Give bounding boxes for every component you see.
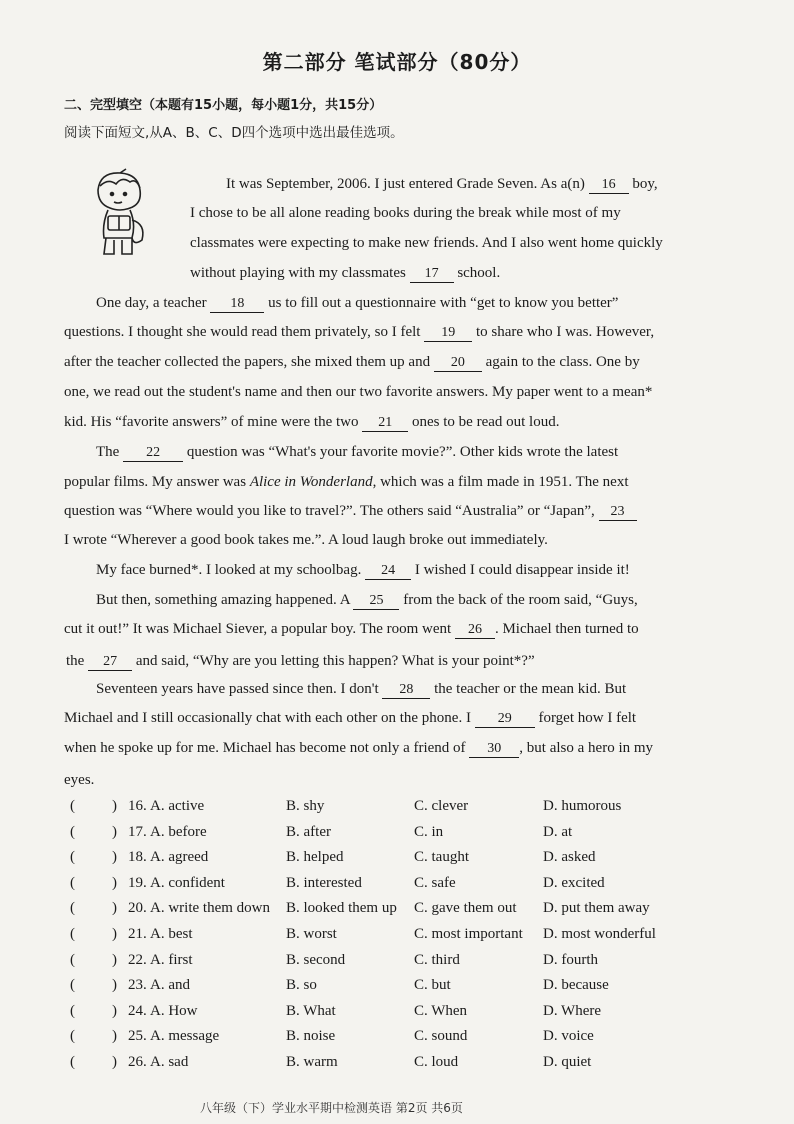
question-number: 24. xyxy=(128,1002,147,1019)
option-d[interactable]: D. at xyxy=(543,823,573,840)
blank-30[interactable]: 30 xyxy=(469,741,519,758)
answer-paren-close: ) xyxy=(112,1028,117,1045)
answer-paren-open: ( xyxy=(70,926,75,942)
passage-line-4: without playing with my classmates 17 school. xyxy=(190,265,501,281)
option-a[interactable]: A. agreed xyxy=(150,849,209,866)
movie-title: Alice in Wonderland xyxy=(249,474,373,490)
question-row xyxy=(64,952,744,974)
option-d[interactable]: D. voice xyxy=(543,1028,594,1045)
part-title: 第二部分 笔试部分（80分） xyxy=(262,50,532,74)
blank-26[interactable]: 26 xyxy=(455,622,495,639)
blank-29[interactable]: 29 xyxy=(475,711,535,728)
boy-reading-illustration xyxy=(86,168,154,260)
question-row xyxy=(64,1054,744,1076)
option-d[interactable]: D. excited xyxy=(543,874,605,891)
passage-line-10: The 22 question was “What's your favorite movie?”. Other kids wrote the latest xyxy=(96,444,619,460)
option-b[interactable]: B. What xyxy=(286,1002,336,1019)
option-c[interactable]: C. sound xyxy=(414,1028,468,1045)
answer-paren-open: ( xyxy=(70,951,75,968)
option-c[interactable]: C. but xyxy=(414,977,451,994)
option-a[interactable]: A. confident xyxy=(150,874,225,891)
option-d[interactable]: D. put them away xyxy=(543,900,650,917)
instruction-text: 阅读下面短文,从A、B、C、D四个选项中选出最佳选项。 xyxy=(64,125,404,141)
question-row xyxy=(64,1003,744,1025)
option-c[interactable]: C. gave them out xyxy=(414,900,517,917)
question-number: 26. xyxy=(128,1054,147,1070)
question-number: 20. xyxy=(128,900,147,917)
question-number: 25. xyxy=(128,1028,147,1045)
option-c[interactable]: C. clever xyxy=(414,798,469,814)
question-number: 21. xyxy=(128,926,147,942)
answer-paren-open: ( xyxy=(70,849,75,866)
blank-17[interactable]: 17 xyxy=(410,266,454,283)
answer-paren-close: ) xyxy=(112,951,117,968)
option-b[interactable]: B. so xyxy=(286,977,317,994)
section-heading: 二、完型填空（本题有15小题，每小题1分，共15分） xyxy=(64,98,383,113)
question-number: 18. xyxy=(128,849,147,866)
passage-line-19: Michael and I still occasionally chat with each other on the phone. I 29 forget how I felt xyxy=(64,710,637,726)
blank-18[interactable]: 18 xyxy=(210,296,264,313)
option-a[interactable]: A. and xyxy=(150,977,190,994)
blank-28[interactable]: 28 xyxy=(382,682,430,699)
blank-19[interactable]: 19 xyxy=(424,325,472,342)
option-d[interactable]: D. asked xyxy=(543,849,596,866)
passage-line-20: when he spoke up for me. Michael has become not only a friend of 30 , but also a hero in my xyxy=(64,740,654,756)
option-c[interactable]: C. in xyxy=(414,823,444,840)
answer-paren-close: ) xyxy=(112,926,117,942)
option-a[interactable]: A. sad xyxy=(150,1054,189,1070)
question-number: 22. xyxy=(128,951,147,968)
blank-27[interactable]: 27 xyxy=(88,654,132,671)
option-d[interactable]: D. Where xyxy=(543,1002,602,1019)
question-number: 16. xyxy=(128,798,147,814)
question-row xyxy=(64,900,744,922)
answer-paren-close: ) xyxy=(112,849,117,866)
option-b[interactable]: B. worst xyxy=(286,926,337,942)
option-a[interactable]: A. best xyxy=(150,926,193,942)
option-b[interactable]: B. second xyxy=(286,951,346,968)
option-b[interactable]: B. noise xyxy=(286,1028,336,1045)
blank-22[interactable]: 22 xyxy=(123,445,183,462)
question-row xyxy=(64,977,744,999)
blank-16[interactable]: 16 xyxy=(589,177,629,194)
answer-paren-close: ) xyxy=(112,798,117,814)
option-b[interactable]: B. helped xyxy=(286,849,344,866)
passage-line-2: I chose to be all alone reading books during the break while most of my xyxy=(190,205,621,221)
answer-paren-close: ) xyxy=(112,1002,117,1019)
question-number: 17. xyxy=(128,823,147,840)
option-c[interactable]: C. safe xyxy=(414,874,456,891)
page-footer: 八年级（下）学业水平期中检测英语 第2页 共6页 xyxy=(200,1101,463,1115)
passage-line-18: Seventeen years have passed since then. I don't 28 the teacher or the mean kid. But xyxy=(96,681,627,697)
option-b[interactable]: B. warm xyxy=(286,1054,338,1070)
question-row xyxy=(64,849,744,871)
passage-line-9: kid. His “favorite answers” of mine were the two 21 ones to be read out loud. xyxy=(64,414,560,430)
option-c[interactable]: C. loud xyxy=(414,1054,459,1070)
blank-23[interactable]: 23 xyxy=(599,504,637,521)
question-row xyxy=(64,1028,744,1050)
question-row xyxy=(64,824,744,846)
passage-line-3: classmates were expecting to make new friends. And I also went home quickly xyxy=(190,235,663,251)
option-c[interactable]: C. third xyxy=(414,951,460,968)
answer-paren-close: ) xyxy=(112,823,117,840)
option-d[interactable]: D. fourth xyxy=(543,951,598,968)
answer-paren-close: ) xyxy=(112,1054,117,1070)
option-a[interactable]: A. write them down xyxy=(150,900,270,917)
blank-20[interactable]: 20 xyxy=(434,355,482,372)
blank-21[interactable]: 21 xyxy=(362,415,408,432)
question-number: 23. xyxy=(128,977,147,994)
answer-paren-open: ( xyxy=(70,900,75,917)
answer-paren-close: ) xyxy=(112,977,117,994)
answer-paren-close: ) xyxy=(112,874,117,891)
option-c[interactable]: C. When xyxy=(414,1002,468,1019)
option-b[interactable]: B. interested xyxy=(286,874,362,891)
answer-paren-open: ( xyxy=(70,1002,75,1019)
passage-line-8: one, we read out the student's name and then our two favorite answers. My paper went to a mean* xyxy=(64,384,653,400)
passage-line-7: after the teacher collected the papers, she mixed them up and 20 again to the class. One by xyxy=(64,354,640,370)
blank-25[interactable]: 25 xyxy=(353,593,399,610)
option-a[interactable]: A. message xyxy=(150,1028,220,1045)
option-a[interactable]: A. active xyxy=(150,798,205,814)
passage-line-21: eyes. xyxy=(64,772,95,788)
passage-line-16: cut it out!” It was Michael Siever, a popular boy. The room went 26 . Michael then turned to xyxy=(64,621,639,637)
answer-paren-close: ) xyxy=(112,900,117,917)
option-d[interactable]: D. humorous xyxy=(543,798,622,814)
passage-line-13: I wrote “Wherever a good book takes me.”. A loud laugh broke out immediately. xyxy=(64,532,548,548)
passage-line-17: the 27 and said, “Why are you letting this happen? What is your point*?” xyxy=(66,653,535,669)
option-b[interactable]: B. after xyxy=(286,823,331,840)
question-row xyxy=(64,875,744,897)
answer-paren-open: ( xyxy=(70,977,75,994)
passage-line-15: But then, something amazing happened. A 25 from the back of the room said, “Guys, xyxy=(96,592,638,608)
option-b[interactable]: B. looked them up xyxy=(286,900,397,917)
option-a[interactable]: A. first xyxy=(150,951,193,968)
option-d[interactable]: D. most wonderful xyxy=(543,926,656,942)
answer-paren-open: ( xyxy=(70,1054,75,1070)
passage-line-6: questions. I thought she would read them privately, so I felt 19 to share who I was. However, xyxy=(64,324,655,340)
question-row xyxy=(64,798,744,820)
question-row xyxy=(64,926,744,948)
passage-line-5: One day, a teacher 18 us to fill out a questionnaire with “get to know you better” xyxy=(96,295,619,311)
answer-paren-open: ( xyxy=(70,874,75,891)
passage-line-11: popular films. My answer was Alice in Wonderland, which was a film made in 1951. The next xyxy=(64,474,629,490)
passage-line-12: question was “Where would you like to travel?”. The others said “Australia” or “Japan”, 23 xyxy=(64,501,637,521)
answer-paren-open: ( xyxy=(70,798,75,814)
answer-paren-open: ( xyxy=(70,1028,75,1045)
option-c[interactable]: C. taught xyxy=(414,849,469,866)
option-b[interactable]: B. shy xyxy=(286,798,325,814)
passage-line-1: It was September, 2006. I just entered Grade Seven. As a(n) 16 boy, xyxy=(226,176,658,192)
option-d[interactable]: D. because xyxy=(543,977,609,994)
question-number: 19. xyxy=(128,874,147,891)
blank-24[interactable]: 24 xyxy=(365,563,411,580)
answer-paren-open: ( xyxy=(70,823,75,840)
option-c[interactable]: C. most important xyxy=(414,926,523,942)
option-a[interactable]: A. How xyxy=(150,1002,198,1019)
passage-line-14: My face burned*. I looked at my schoolbag. 24 I wished I could disappear inside it! xyxy=(96,562,630,578)
option-a[interactable]: A. before xyxy=(150,823,207,840)
option-d[interactable]: D. quiet xyxy=(543,1054,592,1070)
